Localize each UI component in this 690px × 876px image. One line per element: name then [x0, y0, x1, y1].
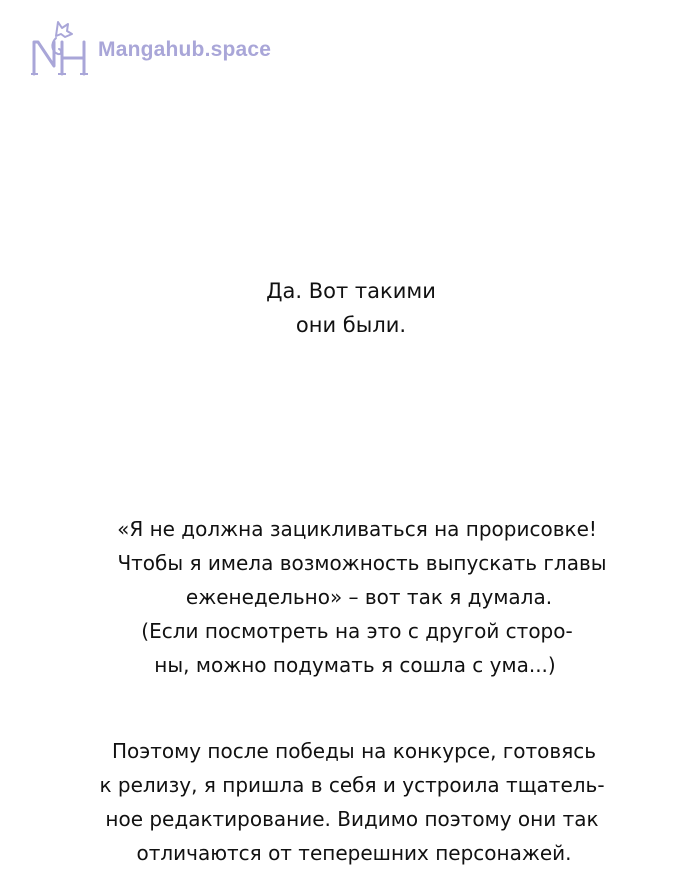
watermark — [28, 18, 271, 82]
text-line: Чтобы я имела возможность выпускать главы — [117, 551, 607, 575]
text-line: (Если посмотреть на это с другой сторо- — [141, 619, 573, 643]
text-line: еженедельно» – вот так я думала. — [185, 585, 553, 609]
text-line: «Я не должна зацикливаться на прорисовке! — [117, 517, 597, 541]
text-line: Да. Вот такими — [266, 279, 436, 303]
watermark-site-name: Mangahub.space — [98, 38, 272, 61]
text-block-1 — [0, 274, 690, 342]
text-block-2 — [0, 512, 690, 682]
text-block-3 — [0, 734, 690, 870]
text-line: отличаются от теперешних персонажей. — [136, 841, 572, 865]
text-line: ны, можно подумать я сошла с ума...) — [154, 653, 556, 677]
text-line: они были. — [295, 313, 407, 337]
text-line: Поэтому после победы на конкурсе, готовясь — [111, 739, 597, 763]
text-line: ное редактирование. Видимо поэтому они так — [105, 807, 599, 831]
mangahub-wolf-logo-icon — [28, 18, 92, 82]
text-line: к релизу, я пришла в себя и устроила тщатель- — [99, 773, 605, 797]
